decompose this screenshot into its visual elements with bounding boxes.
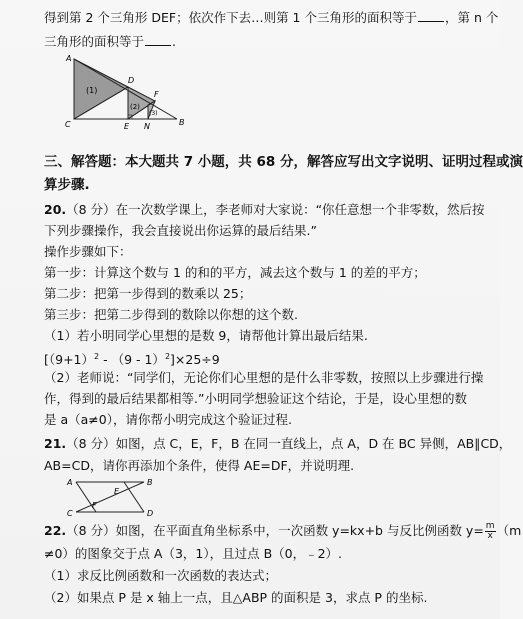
q20-line-3: 操作步骤如下：	[44, 244, 132, 259]
q20-part-2-cont-2: 是 a（a≠0），请你帮小明完成这个验证过程.	[44, 412, 292, 427]
question-text: （8 分）在一次数学课上，李老师对大家说：“你任意想一个非零数，然后按	[66, 202, 485, 217]
label-d: D	[128, 76, 135, 85]
question-number: 22.	[44, 523, 67, 538]
intro-text: 得到第 2 个三角形 DEF；依次作下去…则第 1 个三角形的面积等于	[44, 10, 417, 25]
q22-part-2: （2）如果点 P 是 x 轴上一点，且△ABP 的面积是 3，求点 P 的坐标.	[44, 590, 428, 605]
label-d: D	[147, 509, 154, 518]
label-a: A	[67, 478, 73, 487]
q22-line-1: 22.（8 分）如图，在平面直角坐标系中，一次函数 y=kx+b 与反比例函数 y= $\frac{m}{x}$ （m	[44, 521, 522, 541]
q21-line-2: AB=CD，请你再添加个条件，使得 AE=DF，并说明理.	[44, 458, 355, 473]
triangle-figure	[62, 55, 192, 135]
q20-part-2: （2）老师说：“同学们，无论你们心里想的是什么非零数，按照以上步骤进行操	[44, 370, 484, 385]
intro-text: .	[172, 34, 176, 49]
question-number: 20.	[44, 202, 67, 217]
label-f: F	[154, 90, 159, 99]
label-c: C	[65, 120, 71, 129]
label-b: B	[179, 118, 185, 127]
q20-line-1	[44, 202, 485, 218]
q22-part-1: （1）求反比例函数和一次函数的表达式；	[44, 568, 277, 583]
section-heading: 三、解答题：本大题共 7 小题，共 68 分，解答应写出文字说明、证明过程或演	[44, 154, 523, 170]
answer-blank-1	[418, 10, 444, 22]
q22-line-2: ≠0）的图象交于点 A（3，1），且过点 B（0，﹣2）.	[44, 546, 343, 561]
q21-line-1	[44, 436, 512, 452]
label-2: (2)	[130, 103, 140, 111]
answer-blank-2	[145, 34, 171, 46]
label-a: A	[66, 54, 72, 63]
label-3: (3)	[149, 110, 158, 117]
label-b: B	[147, 478, 153, 487]
label-1: (1)	[86, 86, 98, 95]
intro-line-2	[44, 34, 472, 50]
q20-step-2: 第二步：把第一步得到的数乘以 25；	[44, 286, 252, 301]
label-e: E	[124, 122, 130, 131]
question-text: （8 分）如图，在平面直角坐标系中，一次函数 y=kx+b 与反比例函数 y=	[66, 523, 484, 538]
question-number: 21.	[44, 436, 67, 451]
intro-text: 三角形的面积等于	[44, 34, 145, 49]
q20-part-1: （1）若小明同学心里想的是数 9，请帮他计算出最后结果.	[44, 328, 368, 343]
intro-text: ，第 n 个	[445, 10, 499, 25]
intro-line-1	[44, 10, 499, 26]
parallel-figure	[64, 478, 164, 518]
q20-part-2-cont: 作，得到的最后结果都相等.”小明同学想验证这个结论，于是，设心里想的数	[44, 391, 467, 406]
question-text: （8 分）如图，点 C，E，F，B 在同一直线上，点 A，D 在 BC 异侧，AB∥CD，	[66, 436, 512, 451]
label-n: N	[144, 122, 150, 131]
label-f: F	[92, 501, 97, 510]
q20-step-3: 第三步：把第二步得到的数除以你想的这个数.	[44, 307, 298, 322]
section-heading-cont: 算步骤.	[44, 177, 90, 193]
fraction-m-over-x: $\frac{m}{x}$	[485, 521, 495, 541]
triangle-1	[74, 59, 128, 119]
q20-step-1: 第一步：计算这个数与 1 的和的平方，减去这个数与 1 的差的平方；	[44, 265, 426, 280]
q20-line-2: 下列步骤操作，我会直接说出你运算的最后结果.”	[44, 223, 317, 238]
label-c: C	[67, 509, 73, 518]
q20-handwritten-answer: $[(9+1)^2 - (9 - 1)^2]\times 25\div 9$	[44, 352, 220, 368]
label-e: E	[114, 487, 120, 496]
